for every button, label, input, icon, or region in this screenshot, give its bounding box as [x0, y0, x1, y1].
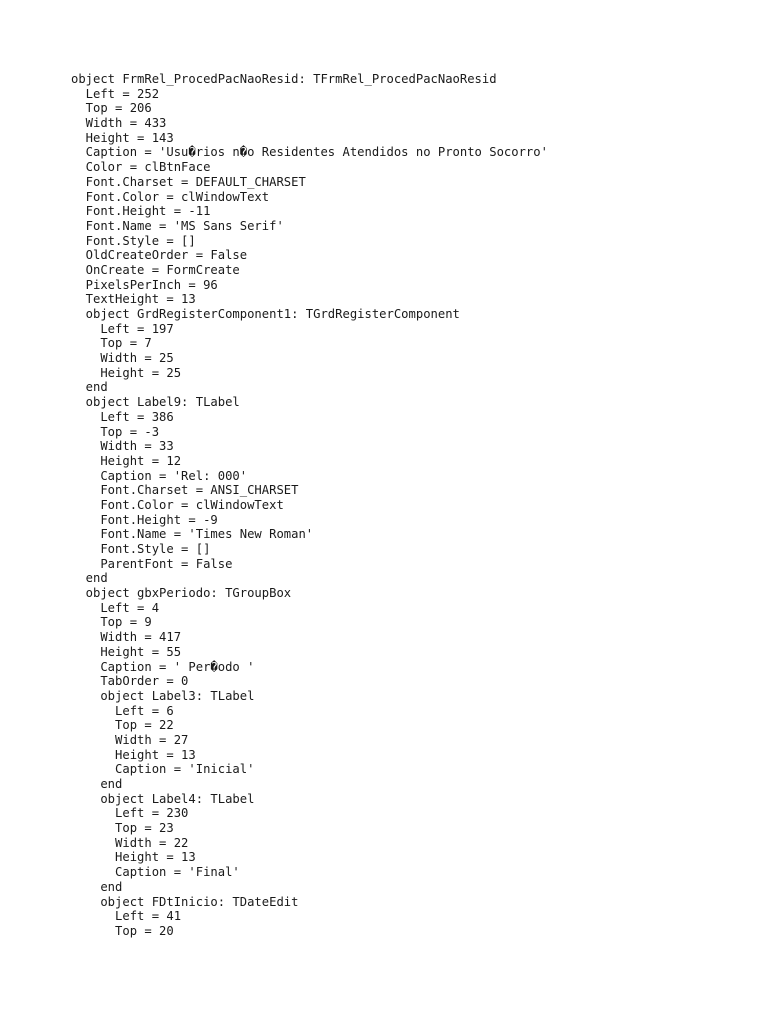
code-line: Width = 417 [71, 630, 182, 645]
code-line: Caption = 'Rel: 000' [71, 468, 248, 483]
code-line: Top = 20 [71, 923, 174, 938]
code-line: Top = 23 [71, 821, 174, 836]
code-line: object Label4: TLabel [71, 791, 255, 806]
code-line: OldCreateOrder = False [71, 248, 248, 263]
code-line: end [71, 571, 108, 586]
code-line: Height = 55 [71, 644, 182, 659]
code-line: Font.Color = clWindowText [71, 497, 284, 512]
code-line: Height = 13 [71, 747, 196, 762]
code-line: Height = 143 [71, 130, 174, 145]
code-line: end [71, 879, 123, 894]
code-line: Font.Style = [] [71, 233, 196, 248]
code-line: Font.Height = -11 [71, 204, 211, 219]
code-line: Height = 25 [71, 365, 182, 380]
code-line: Color = clBtnFace [71, 160, 211, 175]
code-line: Top = 9 [71, 615, 152, 630]
code-line: object Label9: TLabel [71, 395, 240, 410]
code-line: Font.Charset = ANSI_CHARSET [71, 483, 299, 498]
code-line: Top = 7 [71, 336, 152, 351]
code-listing [71, 72, 548, 939]
code-line: end [71, 380, 108, 395]
code-line: Width = 27 [71, 732, 189, 747]
code-line: Width = 33 [71, 439, 174, 454]
code-line: Font.Charset = DEFAULT_CHARSET [71, 174, 306, 189]
code-line: Left = 386 [71, 409, 174, 424]
code-line: Caption = ' Per�odo ' [71, 659, 255, 674]
code-line: Font.Style = [] [71, 542, 211, 556]
code-line: Height = 12 [71, 453, 182, 468]
code-line: Left = 230 [71, 806, 189, 821]
code-line: ParentFont = False [71, 556, 233, 571]
code-line: PixelsPerInch = 96 [71, 277, 218, 292]
code-line: Font.Name = 'Times New Roman' [71, 527, 314, 542]
code-line: TabOrder = 0 [71, 674, 189, 689]
code-line: object FDtInicio: TDateEdit [71, 894, 299, 909]
code-line: Width = 25 [71, 351, 174, 366]
code-line: object Label3: TLabel [71, 688, 255, 703]
code-line: Font.Color = clWindowText [71, 189, 270, 204]
code-line: object gbxPeriodo: TGroupBox [71, 586, 292, 601]
code-line: Font.Height = -9 [71, 512, 218, 527]
code-line: Left = 41 [71, 909, 182, 924]
code-line: object GrdRegisterComponent1: TGrdRegisterComponent [71, 307, 460, 321]
code-line: Caption = 'Inicial' [71, 762, 255, 777]
code-line: Left = 6 [71, 703, 174, 718]
code-line: Left = 197 [71, 321, 174, 336]
code-line: Height = 13 [71, 850, 196, 865]
code-line: object FrmRel_ProcedPacNaoResid: TFrmRel_ProcedPacNaoResid [71, 72, 497, 86]
code-line: Caption = 'Usu�rios n�o Residentes Atendidos no Pronto Socorro' [71, 145, 548, 160]
code-line: OnCreate = FormCreate [71, 262, 240, 277]
code-line: Width = 433 [71, 116, 167, 131]
code-line: Caption = 'Final' [71, 865, 240, 880]
code-line: Top = 206 [71, 101, 152, 116]
code-line: TextHeight = 13 [71, 292, 196, 307]
code-line: Top = 22 [71, 718, 174, 733]
code-line: Top = -3 [71, 424, 160, 439]
code-line: Font.Name = 'MS Sans Serif' [71, 218, 284, 233]
code-line: Left = 252 [71, 86, 160, 101]
code-line: Width = 22 [71, 835, 189, 850]
code-line: Left = 4 [71, 600, 160, 615]
code-line: end [71, 777, 123, 791]
